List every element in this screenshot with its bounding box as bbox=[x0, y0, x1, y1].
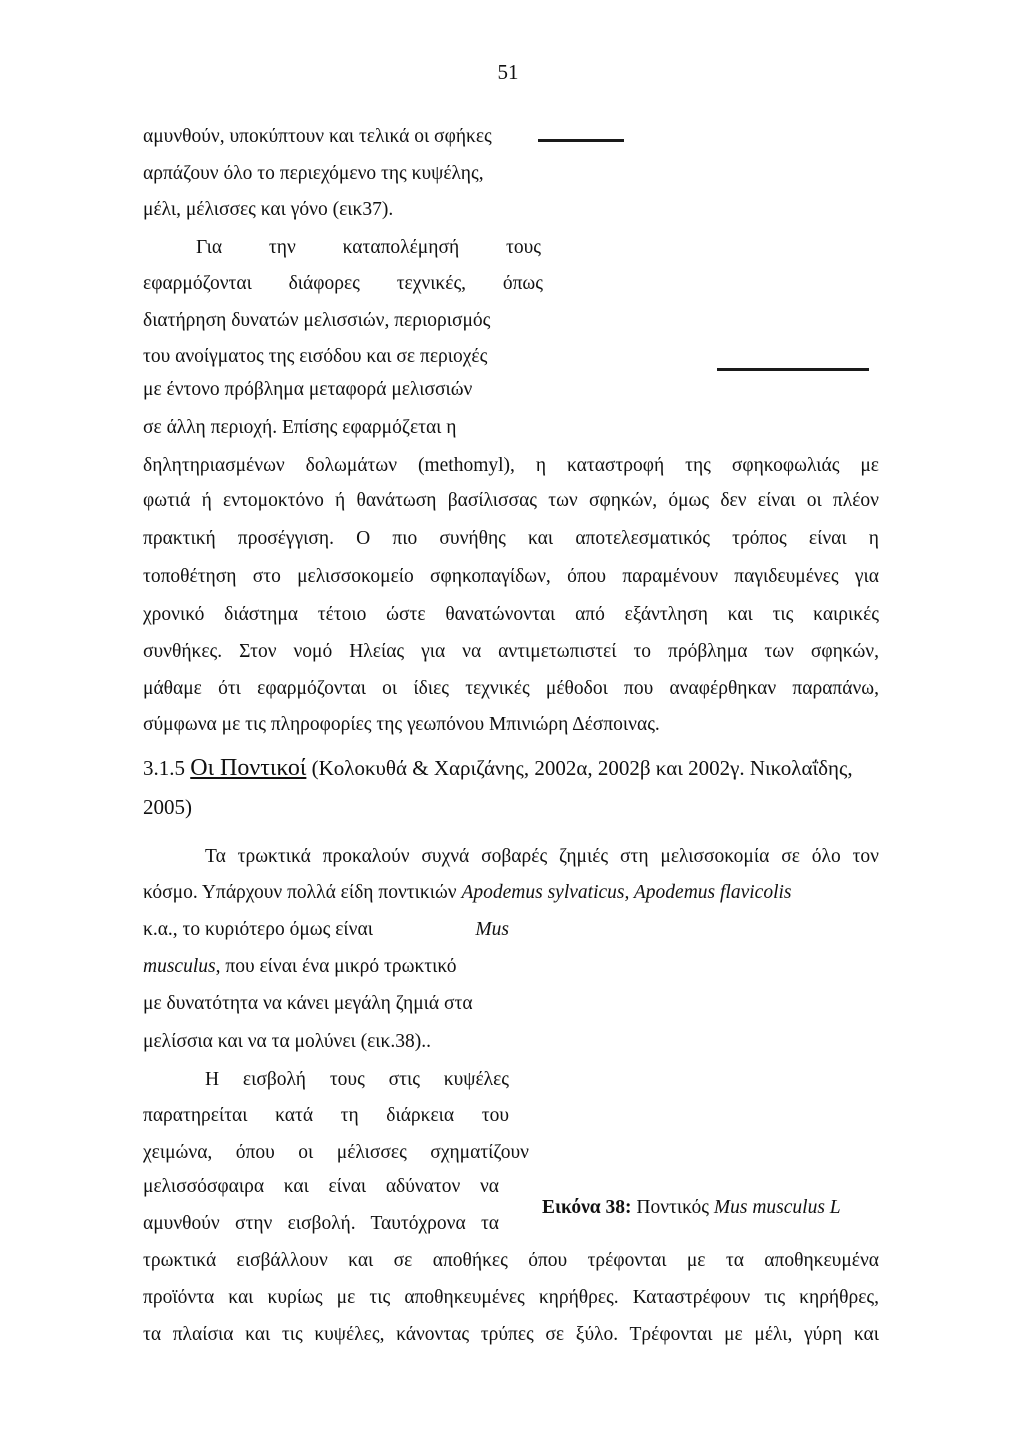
figure-37-edge bbox=[717, 368, 869, 371]
text-fragment: καταπολέμησή bbox=[342, 237, 460, 258]
text-line: με έντονο πρόβλημα μεταφορά μελισσιών bbox=[143, 379, 473, 400]
text-fragment: κυψέλες bbox=[443, 1069, 509, 1090]
text-line: δηλητηριασμένων δολωμάτων (methomyl), η καταστροφή της σφηκοφωλιάς με bbox=[143, 455, 879, 476]
section-references: (Κολοκυθά & Χαριζάνης, 2002α, 2002β και 2002γ. Νικολαΐδης, bbox=[306, 756, 853, 780]
text-line: τοποθέτηση στο μελισσοκομείο σφηκοπαγίδων, όπου παραμένουν παγιδευμένες για bbox=[143, 566, 879, 587]
text-line: αμυνθούν, υποκύπτουν και τελικά οι σφήκες bbox=[143, 126, 492, 147]
text-line: χρονικό διάστημα τέτοιο ώστε θανατώνονται από εξάντληση και τις καιρικές bbox=[143, 604, 879, 625]
figure-38-caption bbox=[542, 1196, 841, 1220]
species-name: Mus bbox=[475, 919, 509, 940]
text-line bbox=[196, 236, 541, 260]
text-line: διατήρηση δυνατών μελισσιών, περιορισμός bbox=[143, 310, 491, 331]
text-line: μάθαμε ότι εφαρμόζονται οι ίδιες τεχνικές μέθοδοι που αναφέρθηκαν παραπάνω, bbox=[143, 678, 879, 699]
text-line: φωτιά ή εντομοκτόνο ή θανάτωση βασίλισσας των σφηκών, όμως δεν είναι οι πλέον bbox=[143, 490, 879, 511]
text-line: σε άλλη περιοχή. Επίσης εφαρμόζεται η bbox=[143, 417, 457, 438]
species-name: musculus bbox=[143, 956, 216, 977]
text-line: σύμφωνα με τις πληροφορίες της γεωπόνου Μπινιώρη Δέσποινας. bbox=[143, 714, 660, 735]
text-line: προϊόντα και κυρίως με τις αποθηκευμένες κηρήθρες. Καταστρέφουν τις κηρήθρες, bbox=[143, 1287, 879, 1308]
text-line bbox=[143, 955, 457, 979]
text-line bbox=[205, 1068, 509, 1092]
text-line: με δυνατότητα να κάνει μεγάλη ζημιά στα bbox=[143, 993, 473, 1014]
text-line: πρακτική προσέγγιση. Ο πιο συνήθης και αποτελεσματικός τρόπος είναι η bbox=[143, 528, 879, 549]
text-line: μέλι, μέλισσες και γόνο (εικ37). bbox=[143, 199, 394, 220]
text-fragment: κόσμο. Υπάρχουν πολλά είδη ποντικιών bbox=[143, 882, 462, 903]
section-references-continued: 2005) bbox=[143, 795, 192, 819]
text-line: αρπάζουν όλο το περιεχόμενο της κυψέλης, bbox=[143, 163, 484, 184]
section-heading bbox=[143, 756, 853, 780]
caption-label: Εικόνα 38: bbox=[542, 1197, 632, 1218]
figure-37-edge bbox=[538, 139, 624, 142]
text-fragment: στις bbox=[388, 1069, 420, 1090]
page-number: 51 bbox=[497, 60, 519, 84]
text-line bbox=[143, 881, 792, 905]
text-fragment: τους bbox=[329, 1069, 365, 1090]
text-line: εφαρμόζονται διάφορες τεχνικές, όπως bbox=[143, 273, 543, 294]
text-line: τα πλαίσια και τις κυψέλες, κάνοντας τρύπες σε ξύλο. Τρέφονται με μέλι, γύρη και bbox=[143, 1324, 879, 1345]
section-number: 3.1.5 bbox=[143, 756, 191, 780]
text-fragment: Η bbox=[205, 1069, 220, 1090]
text-line: μελίσσια και να τα μολύνει (εικ.38).. bbox=[143, 1031, 431, 1052]
text-fragment: κ.α., το κυριότερο όμως είναι bbox=[143, 919, 373, 940]
text-line: του ανοίγματος της εισόδου και σε περιοχές bbox=[143, 346, 488, 367]
text-line: μελισσόσφαιρα και είναι αδύνατον να bbox=[143, 1176, 499, 1197]
caption-text: Ποντικός bbox=[631, 1197, 714, 1218]
text-line: συνθήκες. Στον νομό Ηλείας για να αντιμετωπιστεί το πρόβλημα των σφηκών, bbox=[143, 641, 879, 662]
text-fragment: , που είναι ένα μικρό τρωκτικό bbox=[215, 956, 457, 977]
text-fragment: Για bbox=[196, 237, 223, 258]
text-fragment: εισβολή bbox=[242, 1069, 307, 1090]
text-fragment: τους bbox=[506, 237, 541, 258]
text-fragment: την bbox=[268, 237, 296, 258]
text-line: Τα τρωκτικά προκαλούν συχνά σοβαρές ζημιές στη μελισσοκομία σε όλο τον bbox=[205, 846, 879, 867]
text-line: χειμώνα, όπου οι μέλισσες σχηματίζουν bbox=[143, 1142, 529, 1163]
text-line: αμυνθούν στην εισβολή. Ταυτόχρονα τα bbox=[143, 1213, 499, 1234]
caption-species: Mus musculus L bbox=[713, 1197, 841, 1218]
section-title: Οι Ποντικοί bbox=[190, 755, 307, 781]
species-names: Apodemus sylvaticus, Apodemus flavicolis bbox=[461, 882, 792, 903]
text-line: παρατηρείται κατά τη διάρκεια του bbox=[143, 1105, 509, 1126]
text-line: τρωκτικά εισβάλλουν και σε αποθήκες όπου τρέφονται με τα αποθηκευμένα bbox=[143, 1250, 879, 1271]
text-line bbox=[143, 918, 509, 942]
